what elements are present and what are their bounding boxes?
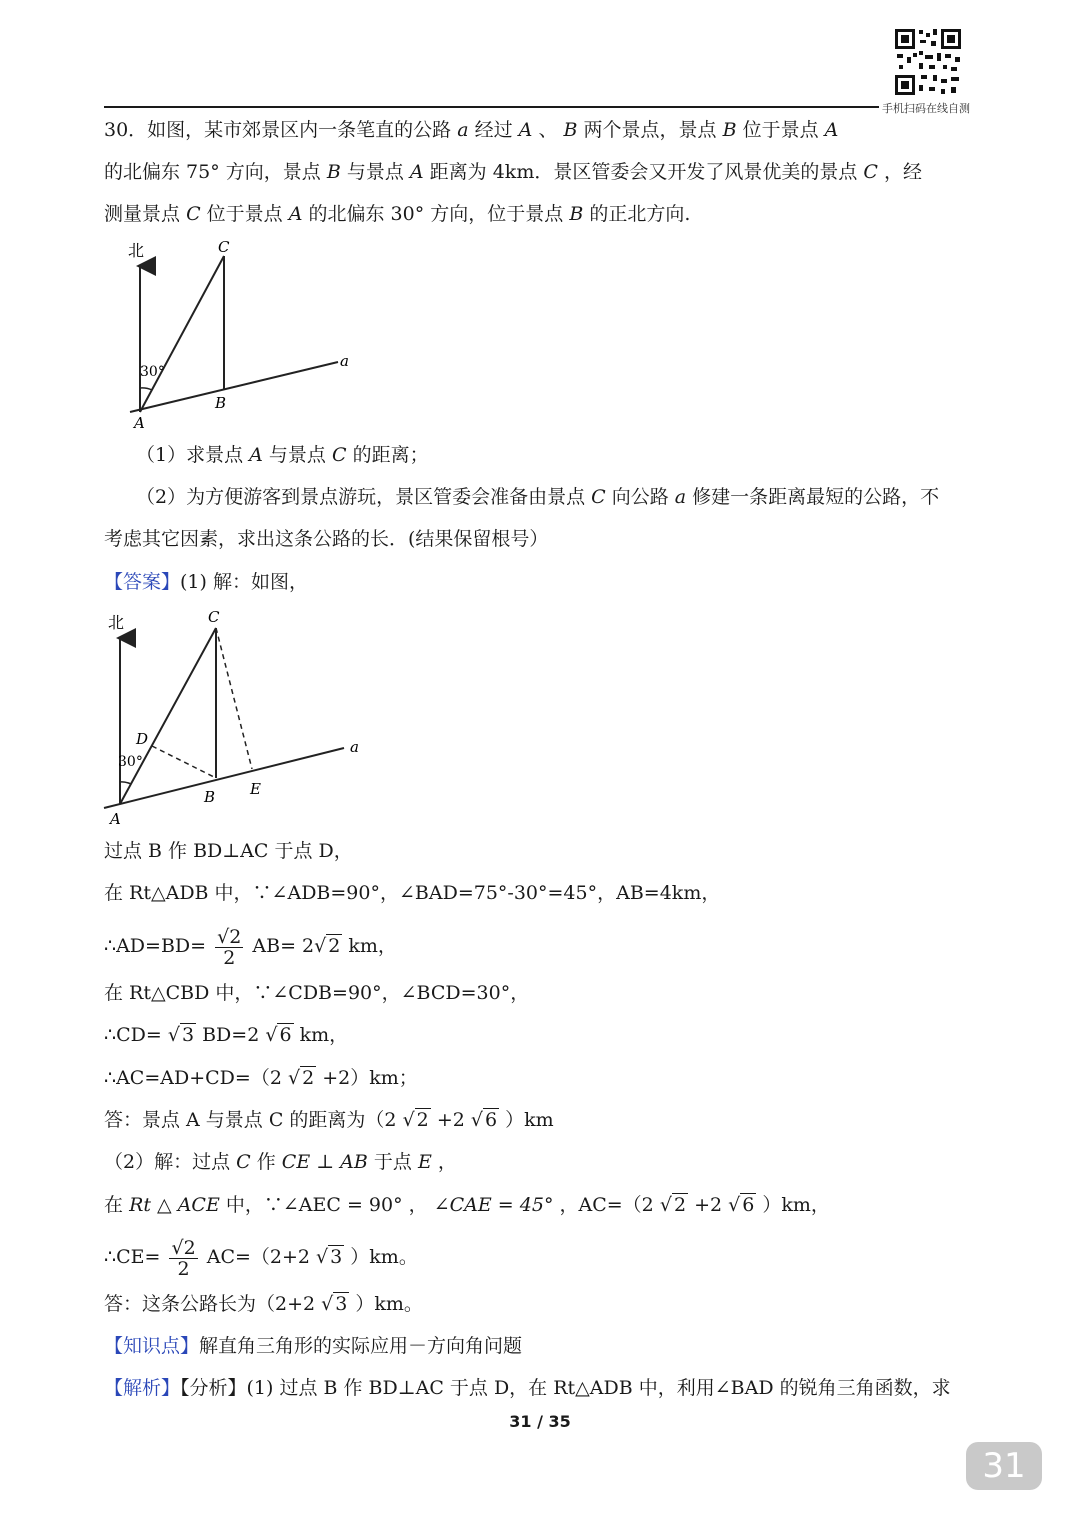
segment-AC-2 [120,628,216,804]
sub-question-2-cont: 考虑其它因素，求出这条公路的长．(结果保留根号） [104,528,549,550]
figure-2 [100,602,370,832]
page-counter: 31 / 35 [509,1412,571,1431]
solution-step-2: 在 Rt△ADB 中，∵∠ADB=90°，∠BAD=75°-30°=45°，AB=4km， [104,882,721,904]
segment-BD-dashed [152,746,216,778]
north-label: 北 [128,241,145,260]
angle-label-2: 30° [118,754,143,770]
point-D-label: D [136,730,149,748]
road-label: a [340,352,349,370]
solution-step-10: ∴CE= $\frac{√2}{2}$ AC=（2+2 √ 3 ）km。 [104,1236,418,1280]
figure-1 [118,236,358,436]
point-E-label: E [250,780,261,798]
analysis-tag: 【解析】 [104,1377,181,1399]
analysis: 【解析】【分析】(1) 过点 B 作 BD⊥AC 于点 D，在 Rt△ADB 中，利用∠BAD 的锐角三角函数，求 [104,1377,951,1399]
qr-code [893,27,963,97]
point-A-label: A [134,414,145,432]
angle-arc-2 [120,782,131,784]
north-label-2: 北 [108,613,125,632]
sub-question-2: （2）为方便游客到景点游玩，景区管委会准备由景点 C 向公路 a 修建一条距离最短的公路，不 [136,486,940,508]
solution-answer-1: 答：景点 A 与景点 C 的距离为（2 √ 2 +2 √ 6 ）km [104,1109,554,1131]
solution-step-5: ∴CD= √ 3 BD=2 √ 6 km， [104,1024,349,1046]
point-B-label: B [215,394,227,412]
page-number-badge[interactable]: 31 [966,1442,1042,1490]
road-label-2: a [350,738,359,756]
question-line-1: 30．如图，某市郊景区内一条笔直的公路 a 经过 A 、 B 两个景点，景点 B 位于景点 A [104,119,839,141]
sub-question-1: （1）求景点 A 与景点 C 的距离； [136,444,429,466]
solution-step-9: 在 Rt △ ACE 中，∵∠AEC = 90° ， ∠CAE = 45° ，AC=（2 √ 2 +2 √ 6 ）km， [104,1194,830,1216]
point-B-label-2: B [204,788,216,806]
solution-answer-2: 答：这条公路长为（2+2 √ 3 ）km。 [104,1293,423,1315]
point-C-label-2: C [208,608,220,626]
solution-step-4: 在 Rt△CBD 中，∵∠CDB=90°，∠BCD=30°， [104,982,530,1004]
solution-step-1: 过点 B 作 BD⊥AC 于点 D， [104,840,353,862]
fraction-root2-over-2-b: $\frac{√2}{2}$ [171,1236,196,1280]
solution-step-3: ∴AD=BD= $\frac{√2}{2}$ AB= 2√ 2 km， [104,925,397,969]
question-line-2: 的北偏东 75° 方向，景点 B 与景点 A 距离为 4km．景区管委会又开发了风景优美的景点 C ，经 [104,161,922,183]
point-A-label-2: A [110,810,121,828]
knowledge-tag: 【知识点】 [104,1335,200,1357]
segment-AC [140,256,227,412]
angle-arc [140,388,152,390]
answer-intro: 【答案】(1) 解：如图， [104,571,308,593]
question-line-3: 测量景点 C 位于景点 A 的北偏东 30° 方向，位于景点 B 的正北方向. [104,203,691,225]
angle-label: 30° [140,364,165,380]
solution-part-2: （2）解：过点 C 作 CE ⊥ AB 于点 E ， [104,1151,457,1173]
answer-tag: 【答案】 [104,571,181,593]
segment-CE-dashed [216,628,252,769]
point-C-label: C [218,238,230,256]
qr-caption: 手机扫码在线自测 [882,102,970,115]
solution-step-6: ∴AC=AD+CD=（2 √ 2 +2）km； [104,1067,418,1089]
header-divider [104,106,879,108]
knowledge-point: 【知识点】解直角三角形的实际应用－方向角问题 [104,1335,523,1357]
fraction-root2-over-2: $\frac{√2}{2}$ [217,925,242,969]
